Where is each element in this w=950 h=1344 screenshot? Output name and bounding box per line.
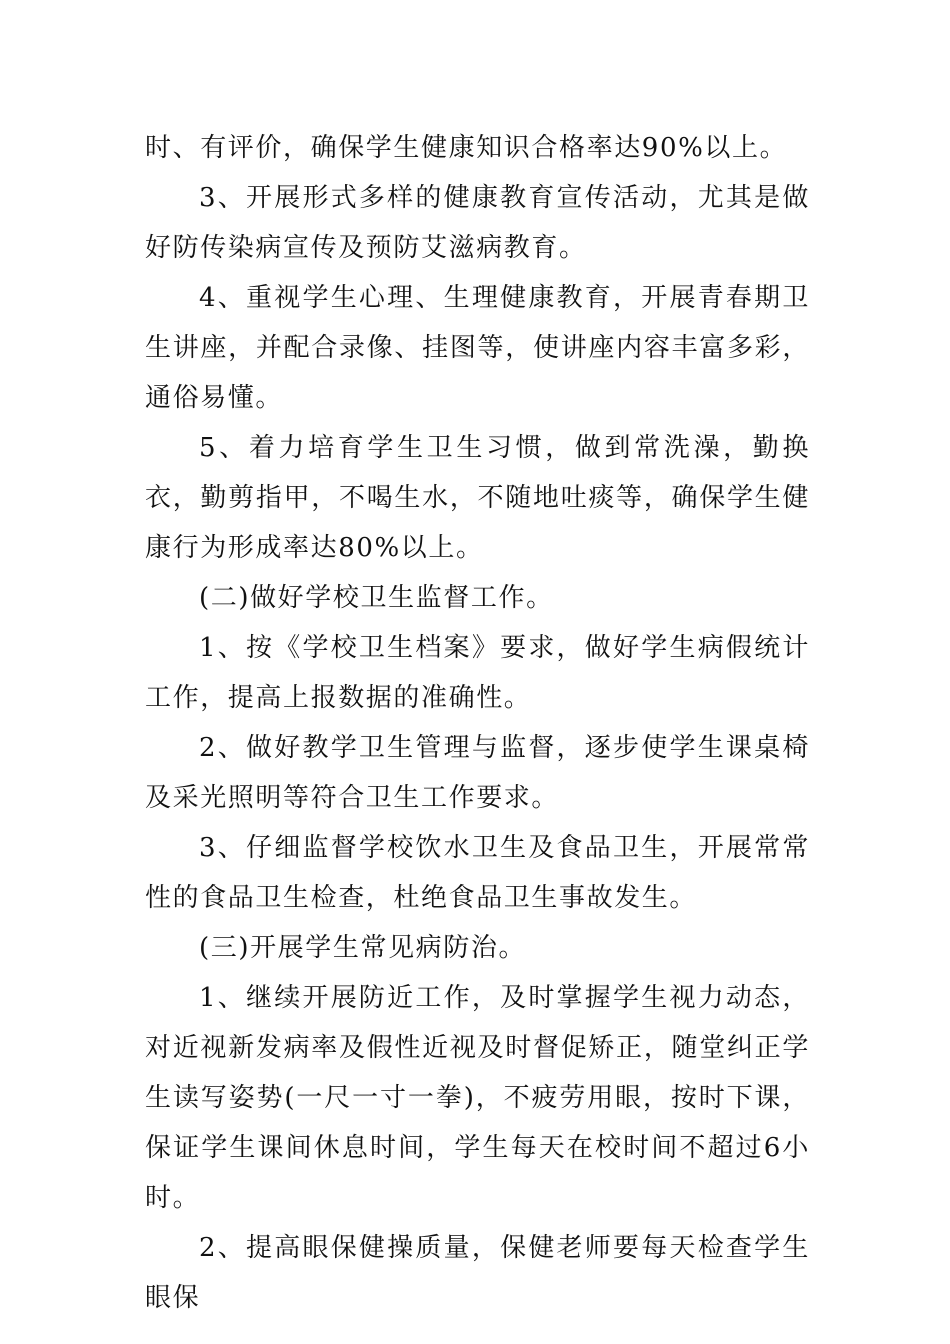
paragraph-7: 3、仔细监督学校饮水卫生及食品卫生，开展常常性的食品卫生检查，杜绝食品卫生事故发生。 bbox=[145, 833, 810, 913]
paragraph-5: 1、按《学校卫生档案》要求，做好学生病假统计工作，提高上报数据的准确性。 bbox=[145, 633, 810, 713]
section-heading-3: (三)开展学生常见病防治。 bbox=[199, 933, 527, 963]
paragraph-6: 2、做好教学卫生管理与监督，逐步使学生课桌椅及采光照明等符合卫生工作要求。 bbox=[145, 733, 810, 813]
paragraph-8: 1、继续开展防近工作，及时掌握学生视力动态，对近视新发病率及假性近视及时督促矫正，随堂纠正学生读写姿势(一尺一寸一拳)，不疲劳用眼，按时下课，保证学生课间休息时间，学生每天在校时间不超过6小时。 bbox=[145, 983, 810, 1213]
paragraph-9: 2、提高眼保健操质量，保健老师要每天检查学生眼保 bbox=[145, 1233, 810, 1313]
paragraph-4: 5、着力培育学生卫生习惯，做到常洗澡，勤换衣，勤剪指甲，不喝生水，不随地吐痰等，确保学生健康行为形成率达80%以上。 bbox=[145, 433, 810, 563]
document-body bbox=[145, 123, 810, 1323]
paragraph-3: 4、重视学生心理、生理健康教育，开展青春期卫生讲座，并配合录像、挂图等，使讲座内容丰富多彩，通俗易懂。 bbox=[145, 283, 810, 413]
paragraph-2: 3、开展形式多样的健康教育宣传活动，尤其是做好防传染病宣传及预防艾滋病教育。 bbox=[145, 183, 810, 263]
paragraph-1: 时、有评价，确保学生健康知识合格率达90%以上。 bbox=[145, 133, 788, 163]
section-heading-2: (二)做好学校卫生监督工作。 bbox=[199, 583, 554, 613]
